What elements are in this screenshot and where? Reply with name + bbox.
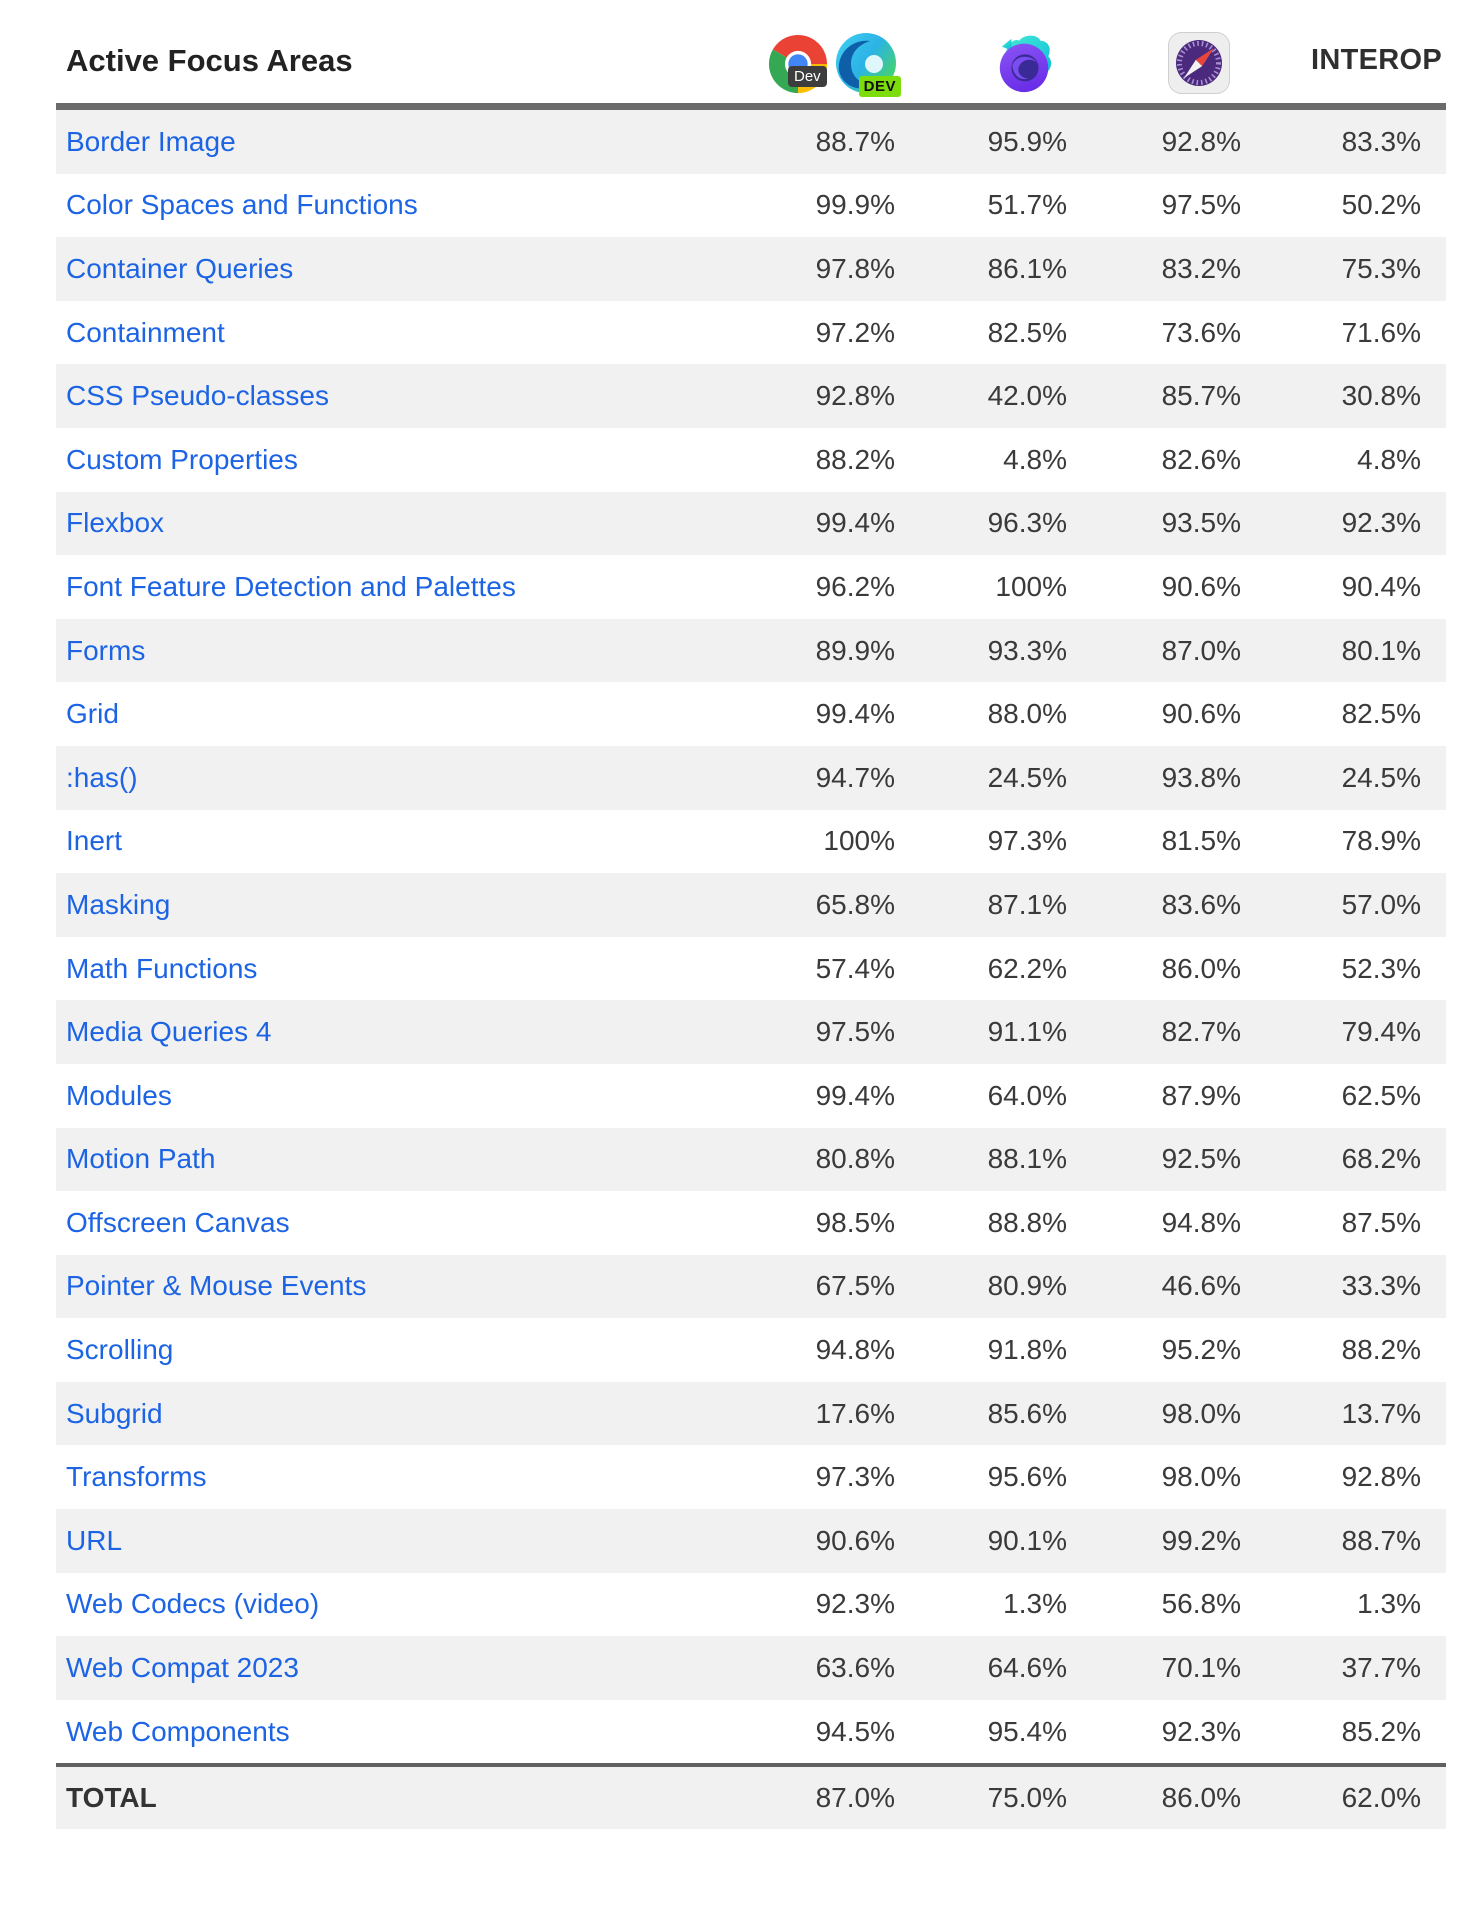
score-cell: 65.8%: [815, 888, 895, 920]
score-cell: 92.3%: [815, 1588, 895, 1620]
focus-area-cell: [56, 444, 740, 476]
table-row: [56, 555, 1446, 619]
score-cell: 93.5%: [1161, 507, 1241, 539]
table-body: [56, 110, 1446, 1763]
score-cell: 81.5%: [1161, 825, 1241, 857]
focus-area-cell: [56, 1080, 740, 1112]
score-cell: 86.0%: [1161, 952, 1241, 984]
table-row: [56, 1573, 1446, 1637]
focus-area-link[interactable]: Transforms: [66, 1461, 207, 1493]
score-cell: 24.5%: [1341, 761, 1421, 793]
score-cell: 87.0%: [1161, 634, 1241, 666]
focus-area-link[interactable]: Subgrid: [66, 1397, 163, 1429]
table-row: [56, 1509, 1446, 1573]
score-cell: 57.0%: [1341, 888, 1421, 920]
score-cell: 83.3%: [1341, 125, 1421, 157]
focus-area-cell: [56, 698, 740, 730]
score-cell: 100%: [995, 570, 1067, 602]
score-cell: 88.0%: [987, 698, 1067, 730]
score-cell: 92.3%: [1341, 507, 1421, 539]
score-cell: 70.1%: [1161, 1652, 1241, 1684]
column-header-interop: INTEROP: [1311, 44, 1442, 76]
focus-area-cell: [56, 1652, 740, 1684]
focus-area-cell: [56, 507, 740, 539]
score-cell: 63.6%: [815, 1652, 895, 1684]
total-row: [56, 1763, 1446, 1829]
score-cell: 62.2%: [987, 952, 1067, 984]
score-cell: 83.2%: [1161, 252, 1241, 284]
focus-area-cell: [56, 1270, 740, 1302]
focus-area-link[interactable]: Pointer & Mouse Events: [66, 1270, 367, 1302]
score-cell: 82.6%: [1161, 443, 1241, 475]
score-cell: 64.0%: [987, 1079, 1067, 1111]
table-row: [56, 746, 1446, 810]
score-cell: 99.9%: [815, 189, 895, 221]
focus-area-cell: [56, 825, 740, 857]
column-header-safari: [1092, 31, 1266, 103]
focus-area-cell: [56, 571, 740, 603]
score-cell: 1.3%: [1003, 1588, 1067, 1620]
table-row: [56, 682, 1446, 746]
table-row: [56, 301, 1446, 365]
score-cell: 90.6%: [1161, 698, 1241, 730]
focus-area-link[interactable]: Motion Path: [66, 1143, 216, 1175]
total-score-interop: 62.0%: [1341, 1782, 1421, 1814]
score-cell: 91.1%: [987, 1016, 1067, 1048]
focus-area-cell: [56, 1588, 740, 1620]
focus-area-link[interactable]: Forms: [66, 634, 146, 666]
score-cell: 92.5%: [1161, 1143, 1241, 1175]
score-cell: 80.8%: [815, 1143, 895, 1175]
score-cell: 98.0%: [1161, 1397, 1241, 1429]
score-cell: 97.8%: [815, 252, 895, 284]
score-cell: 98.0%: [1161, 1461, 1241, 1493]
score-cell: 82.7%: [1161, 1016, 1241, 1048]
score-cell: 87.1%: [987, 888, 1067, 920]
table-row: [56, 428, 1446, 492]
score-cell: 4.8%: [1357, 443, 1421, 475]
focus-area-link[interactable]: Container Queries: [66, 252, 294, 284]
column-header-chrome-edge: [740, 31, 920, 103]
score-cell: 85.6%: [987, 1397, 1067, 1429]
score-cell: 96.3%: [987, 507, 1067, 539]
score-cell: 79.4%: [1341, 1016, 1421, 1048]
score-cell: 73.6%: [1161, 316, 1241, 348]
table-row: [56, 364, 1446, 428]
score-cell: 97.5%: [815, 1016, 895, 1048]
score-cell: 50.2%: [1341, 189, 1421, 221]
focus-area-link[interactable]: Modules: [66, 1079, 172, 1111]
table-row: [56, 1128, 1446, 1192]
focus-area-cell: [56, 1525, 740, 1557]
score-cell: 86.1%: [987, 252, 1067, 284]
focus-area-link[interactable]: Scrolling: [66, 1334, 174, 1366]
table-row: [56, 873, 1446, 937]
table-row: [56, 810, 1446, 874]
total-score-chrome-edge: 87.0%: [815, 1782, 895, 1814]
table-row: [56, 237, 1446, 301]
focus-area-link[interactable]: Web Codecs (video): [66, 1588, 320, 1620]
score-cell: 87.9%: [1161, 1079, 1241, 1111]
score-cell: 52.3%: [1341, 952, 1421, 984]
focus-area-link[interactable]: Border Image: [66, 125, 236, 157]
focus-area-cell: [56, 1461, 740, 1493]
score-cell: 92.8%: [815, 380, 895, 412]
score-cell: 90.4%: [1341, 570, 1421, 602]
focus-area-cell: [56, 635, 740, 667]
focus-area-link[interactable]: CSS Pseudo-classes: [66, 380, 330, 412]
focus-area-link[interactable]: Grid: [66, 698, 119, 730]
focus-area-cell: [56, 1207, 740, 1239]
score-cell: 57.4%: [815, 952, 895, 984]
score-cell: 91.8%: [987, 1334, 1067, 1366]
table-row: [56, 1000, 1446, 1064]
score-cell: 85.2%: [1341, 1715, 1421, 1747]
edge-dev-badge: DEV: [859, 76, 901, 97]
score-cell: 51.7%: [987, 189, 1067, 221]
total-score-firefox: 75.0%: [987, 1782, 1067, 1814]
table-row: [56, 1318, 1446, 1382]
score-cell: 95.6%: [987, 1461, 1067, 1493]
focus-area-cell: [56, 953, 740, 985]
score-cell: 90.1%: [987, 1524, 1067, 1556]
score-cell: 95.2%: [1161, 1334, 1241, 1366]
score-cell: 78.9%: [1341, 825, 1421, 857]
score-cell: 13.7%: [1341, 1397, 1421, 1429]
score-cell: 98.5%: [815, 1206, 895, 1238]
score-cell: 62.5%: [1341, 1079, 1421, 1111]
score-cell: 85.7%: [1161, 380, 1241, 412]
table-row: [56, 1255, 1446, 1319]
score-cell: 95.4%: [987, 1715, 1067, 1747]
score-cell: 80.1%: [1341, 634, 1421, 666]
focus-area-cell: [56, 126, 740, 158]
table-header: [56, 24, 1446, 110]
interop-dashboard-table: [56, 24, 1446, 1829]
score-cell: 82.5%: [987, 316, 1067, 348]
score-cell: 100%: [823, 825, 895, 857]
page-title: Active Focus Areas: [66, 43, 353, 78]
score-cell: 99.4%: [815, 1079, 895, 1111]
table-row: [56, 110, 1446, 174]
score-cell: 71.6%: [1341, 316, 1421, 348]
score-cell: 96.2%: [815, 570, 895, 602]
focus-area-link[interactable]: Offscreen Canvas: [66, 1206, 290, 1238]
score-cell: 92.3%: [1161, 1715, 1241, 1747]
focus-area-cell: [56, 1143, 740, 1175]
focus-area-link[interactable]: Color Spaces and Functions: [66, 189, 418, 221]
table-row: [56, 1064, 1446, 1128]
score-cell: 83.6%: [1161, 888, 1241, 920]
score-cell: 1.3%: [1357, 1588, 1421, 1620]
edge-dev-icon: [834, 31, 898, 95]
chrome-dev-badge: Dev: [788, 66, 827, 87]
score-cell: 88.8%: [987, 1206, 1067, 1238]
score-cell: 94.8%: [815, 1334, 895, 1366]
table-row: [56, 1191, 1446, 1255]
focus-area-link[interactable]: Inert: [66, 825, 123, 857]
score-cell: 88.1%: [987, 1143, 1067, 1175]
table-row: [56, 1445, 1446, 1509]
score-cell: 88.2%: [1341, 1334, 1421, 1366]
focus-area-link[interactable]: Custom Properties: [66, 443, 298, 475]
score-cell: 82.5%: [1341, 698, 1421, 730]
score-cell: 42.0%: [987, 380, 1067, 412]
score-cell: 46.6%: [1161, 1270, 1241, 1302]
focus-area-link[interactable]: Math Functions: [66, 952, 258, 984]
firefox-nightly-icon: [994, 33, 1056, 95]
total-label: TOTAL: [66, 1782, 157, 1814]
score-cell: 64.6%: [987, 1652, 1067, 1684]
focus-area-link[interactable]: Web Compat 2023: [66, 1652, 299, 1684]
focus-area-cell: [56, 317, 740, 349]
table-row: [56, 1700, 1446, 1764]
score-cell: 92.8%: [1341, 1461, 1421, 1493]
score-cell: 99.4%: [815, 698, 895, 730]
score-cell: 97.3%: [815, 1461, 895, 1493]
table-row: [56, 174, 1446, 238]
chrome-dev-icon: [767, 33, 829, 95]
focus-area-cell: [56, 1016, 740, 1048]
focus-area-link[interactable]: Media Queries 4: [66, 1016, 272, 1048]
score-cell: 90.6%: [1161, 570, 1241, 602]
score-cell: 37.7%: [1341, 1652, 1421, 1684]
score-cell: 99.2%: [1161, 1524, 1241, 1556]
focus-area-link[interactable]: Flexbox: [66, 507, 165, 539]
score-cell: 75.3%: [1341, 252, 1421, 284]
score-cell: 80.9%: [987, 1270, 1067, 1302]
table-row: [56, 937, 1446, 1001]
score-cell: 87.5%: [1341, 1206, 1421, 1238]
score-cell: 92.8%: [1161, 125, 1241, 157]
table-row: [56, 492, 1446, 556]
score-cell: 56.8%: [1161, 1588, 1241, 1620]
focus-area-cell: [56, 189, 740, 221]
focus-area-link[interactable]: Containment: [66, 316, 225, 348]
score-cell: 94.8%: [1161, 1206, 1241, 1238]
safari-technology-preview-icon: [1167, 31, 1231, 95]
score-cell: 94.7%: [815, 761, 895, 793]
score-cell: 99.4%: [815, 507, 895, 539]
score-cell: 94.5%: [815, 1715, 895, 1747]
score-cell: 89.9%: [815, 634, 895, 666]
score-cell: 88.7%: [1341, 1524, 1421, 1556]
table-row: [56, 1382, 1446, 1446]
focus-area-cell: [56, 380, 740, 412]
focus-area-cell: [56, 253, 740, 285]
score-cell: 95.9%: [987, 125, 1067, 157]
score-cell: 33.3%: [1341, 1270, 1421, 1302]
focus-area-cell: [56, 762, 740, 794]
table-row: [56, 619, 1446, 683]
score-cell: 97.5%: [1161, 189, 1241, 221]
score-cell: 88.7%: [815, 125, 895, 157]
score-cell: 88.2%: [815, 443, 895, 475]
score-cell: 97.3%: [987, 825, 1067, 857]
score-cell: 93.3%: [987, 634, 1067, 666]
score-cell: 17.6%: [815, 1397, 895, 1429]
score-cell: 67.5%: [815, 1270, 895, 1302]
column-header-firefox: [920, 33, 1092, 103]
focus-area-link[interactable]: Web Components: [66, 1715, 290, 1747]
focus-area-link[interactable]: Masking: [66, 888, 171, 920]
score-cell: 93.8%: [1161, 761, 1241, 793]
score-cell: 30.8%: [1341, 380, 1421, 412]
score-cell: 68.2%: [1341, 1143, 1421, 1175]
focus-area-link[interactable]: URL: [66, 1524, 123, 1556]
score-cell: 90.6%: [815, 1524, 895, 1556]
score-cell: 4.8%: [1003, 443, 1067, 475]
focus-area-link[interactable]: :has(): [66, 761, 138, 793]
focus-area-cell: [56, 1398, 740, 1430]
total-score-safari: 86.0%: [1161, 1782, 1241, 1814]
focus-area-link[interactable]: Font Feature Detection and Palettes: [66, 570, 516, 602]
score-cell: 97.2%: [815, 316, 895, 348]
focus-area-cell: [56, 889, 740, 921]
score-cell: 24.5%: [987, 761, 1067, 793]
table-row: [56, 1636, 1446, 1700]
focus-area-cell: [56, 1716, 740, 1748]
focus-area-cell: [56, 1334, 740, 1366]
